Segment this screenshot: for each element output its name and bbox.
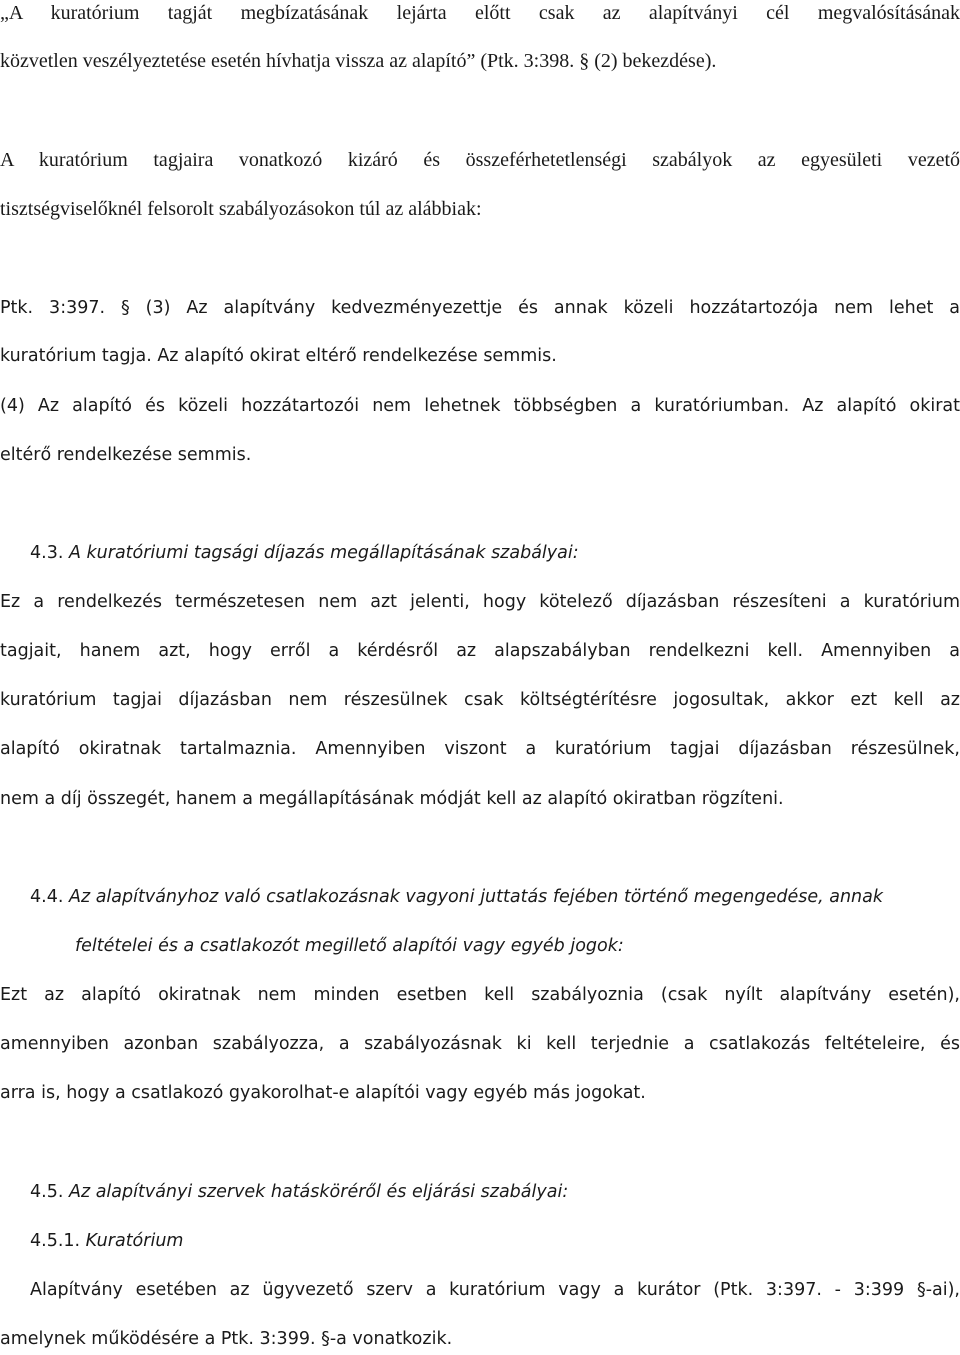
section-title: Az alapítványi szervek hatásköréről és eljárási szabályai: [68,1182,569,1202]
section-title: Az alapítványhoz való csatlakozásnak vagyoni juttatás fejében történő megengedése, annak [68,887,883,907]
section-4-3-line-3: kuratórium tagjai díjazásban nem részesülnek csak költségtérítésre jogosultak, akkor ezt kell az [0,690,960,710]
section-4-5-1-line-2: amelynek működésére a Ptk. 3:399. §-a vonatkozik. [0,1329,453,1349]
section-4-4-heading [30,884,960,910]
law-quote-line-1: Ptk. 3:397. § (3) Az alapítvány kedvezményezettje és annak közeli hozzátartozója nem lehet a [0,298,960,318]
paragraph-2-line-1: A kuratórium tagjaira vonatkozó kizáró és összeférhetetlenségi szabályok az egyesületi vezető [0,149,960,171]
section-number: 4.4. [30,887,64,907]
section-4-3-line-4: alapító okiratnak tartalmaznia. Amennyiben viszont a kuratórium tagjai díjazásban részesülnek, [0,739,960,759]
section-4-5-1-heading [30,1228,960,1254]
section-4-3-line-1: Ez a rendelkezés természetesen nem azt jelenti, hogy kötelező díjazásban részesíteni a kuratórium [0,592,960,612]
section-4-5-heading [30,1179,960,1205]
section-4-5-1-line-1: Alapítvány esetében az ügyvezető szerv a kuratórium vagy a kurátor (Ptk. 3:397. - 3:399 §-ai), [30,1280,960,1300]
law-quote-line-4: eltérő rendelkezése semmis. [0,445,252,465]
section-title: Kuratórium [85,1231,184,1251]
section-4-3-line-2: tagjait, hanem azt, hogy erről a kérdésről az alapszabályban rendelkezni kell. Amennyiben a [0,641,960,661]
section-number: 4.3. [30,543,64,563]
section-4-4-heading-line-2: feltételei és a csatlakozót megillető alapítói vagy egyéb jogok: [75,936,624,956]
section-4-4-line-2: amennyiben azonban szabályozza, a szabályozásnak ki kell terjednie a csatlakozás feltételeire, és [0,1034,960,1054]
section-4-3-line-5: nem a díj összegét, hanem a megállapításának módját kell az alapító okiratban rögzíteni. [0,789,784,809]
section-4-4-line-3: arra is, hogy a csatlakozó gyakorolhat-e alapítói vagy egyéb más jogokat. [0,1083,646,1103]
paragraph-2-line-2: tisztségviselőknél felsorolt szabályozásokon túl az alábbiak: [0,198,482,220]
section-4-3-heading [30,540,960,566]
paragraph-1-line-2: közvetlen veszélyeztetése esetén hívhatja vissza az alapító” (Ptk. 3:398. § (2) bekezdése). [0,50,717,72]
section-number: 4.5.1. [30,1231,81,1251]
law-quote-line-2: kuratórium tagja. Az alapító okirat eltérő rendelkezése semmis. [0,346,557,366]
law-quote-line-3: (4) Az alapító és közeli hozzátartozói nem lehetnek többségben a kuratóriumban. Az alapító okirat [0,396,960,416]
paragraph-1-line-1: „A kuratórium tagját megbízatásának lejárta előtt csak az alapítványi cél megvalósításának [0,2,960,24]
section-number: 4.5. [30,1182,64,1202]
section-title: A kuratóriumi tagsági díjazás megállapításának szabályai: [68,543,579,563]
section-4-4-line-1: Ezt az alapító okiratnak nem minden esetben kell szabályoznia (csak nyílt alapítvány esetén), [0,985,960,1005]
